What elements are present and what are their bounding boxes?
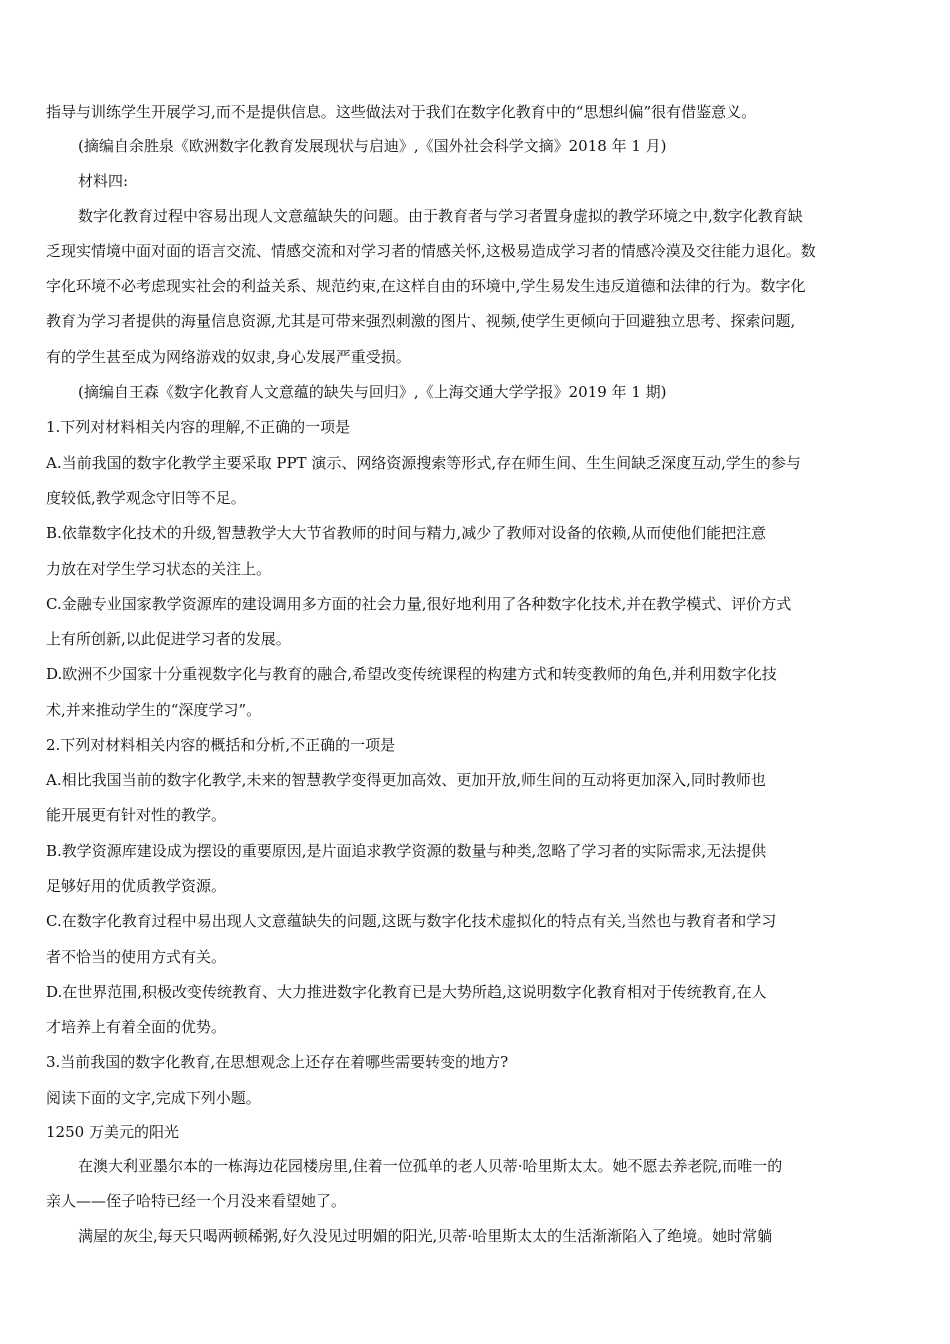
option-a: A.相比我国当前的数字化教学,未来的智慧教学变得更加高效、更加开放,师生间的互动将更加深入,同时教师也 bbox=[46, 771, 766, 789]
story-title: 1250 万美元的阳光 bbox=[46, 1123, 179, 1141]
citation-line: (摘编自余胜泉《欧洲数字化教育发展现状与启迪》,《国外社会科学文摘》2018 年 1 月) bbox=[78, 137, 667, 155]
option-d: D.欧洲不少国家十分重视数字化与教育的融合,希望改变传统课程的构建方式和转变教师的角色,并利用数字化技 bbox=[46, 665, 777, 683]
text-line: 在澳大利亚墨尔本的一栋海边花园楼房里,住着一位孤单的老人贝蒂·哈里斯太太。她不愿去养老院,而唯一的 bbox=[78, 1157, 783, 1175]
option-c-cont: 上有所创新,以此促进学习者的发展。 bbox=[46, 630, 291, 648]
option-c: C.金融专业国家教学资源库的建设调用多方面的社会力量,很好地利用了各种数字化技术,并在教学模式、评价方式 bbox=[46, 595, 792, 613]
text-line: 字化环境不必考虑现实社会的利益关系、规范约束,在这样自由的环境中,学生易发生违反道德和法律的行为。数字化 bbox=[46, 277, 806, 295]
option-a-cont: 度较低,教学观念守旧等不足。 bbox=[46, 489, 246, 507]
option-d-cont: 术,并来推动学生的“深度学习”。 bbox=[46, 701, 262, 719]
option-b: B.教学资源库建设成为摆设的重要原因,是片面追求教学资源的数量与种类,忽略了学习者的实际需求,无法提供 bbox=[46, 842, 767, 860]
text-line: 乏现实情境中面对面的语言交流、情感交流和对学习者的情感关怀,这极易造成学习者的情感冷漠及交往能力退化。数 bbox=[46, 242, 816, 260]
reading-instruction: 阅读下面的文字,完成下列小题。 bbox=[46, 1089, 261, 1107]
option-c: C.在数字化教育过程中易出现人文意蕴缺失的问题,这既与数字化技术虚拟化的特点有关,当然也与教育者和学习 bbox=[46, 912, 777, 930]
option-c-cont: 者不恰当的使用方式有关。 bbox=[46, 948, 227, 966]
text-line: 有的学生甚至成为网络游戏的奴隶,身心发展严重受损。 bbox=[46, 348, 411, 366]
text-line: 教育为学习者提供的海量信息资源,尤其是可带来强烈刺激的图片、视频,使学生更倾向于回避独立思考、探索问题, bbox=[46, 312, 796, 330]
question-3: 3.当前我国的数字化教育,在思想观念上还存在着哪些需要转变的地方? bbox=[46, 1053, 509, 1071]
option-b-cont: 足够好用的优质教学资源。 bbox=[46, 877, 227, 895]
option-d-cont: 才培养上有着全面的优势。 bbox=[46, 1018, 227, 1036]
option-a-cont: 能开展更有针对性的教学。 bbox=[46, 806, 227, 824]
text-line: 数字化教育过程中容易出现人文意蕴缺失的问题。由于教育者与学习者置身虚拟的教学环境之中,数字化教育缺 bbox=[78, 207, 803, 225]
question-2: 2.下列对材料相关内容的概括和分析,不正确的一项是 bbox=[46, 736, 396, 754]
option-a: A.当前我国的数字化教学主要采取 PPT 演示、网络资源搜索等形式,存在师生间、生生间缺乏深度互动,学生的参与 bbox=[46, 454, 801, 472]
citation-line: (摘编自王森《数字化教育人文意蕴的缺失与回归》,《上海交通大学学报》2019 年 1 期) bbox=[78, 383, 667, 401]
text-line: 满屋的灰尘,每天只喝两顿稀粥,好久没见过明媚的阳光,贝蒂·哈里斯太太的生活渐渐陷入了绝境。她时常躺 bbox=[78, 1227, 773, 1245]
text-line: 亲人——侄子哈特已经一个月没来看望她了。 bbox=[46, 1192, 347, 1210]
option-b-cont: 力放在对学生学习状态的关注上。 bbox=[46, 560, 272, 578]
question-1: 1.下列对材料相关内容的理解,不正确的一项是 bbox=[46, 418, 351, 436]
text-line: 指导与训练学生开展学习,而不是提供信息。这些做法对于我们在数字化教育中的“思想纠偏”很有借鉴意义。 bbox=[46, 103, 757, 121]
section-heading: 材料四: bbox=[78, 172, 129, 190]
option-b: B.依靠数字化技术的升级,智慧教学大大节省教师的时间与精力,减少了教师对设备的依赖,从而使他们能把注意 bbox=[46, 524, 767, 542]
option-d: D.在世界范围,积极改变传统教育、大力推进数字化教育已是大势所趋,这说明数字化教育相对于传统教育,在人 bbox=[46, 983, 767, 1001]
